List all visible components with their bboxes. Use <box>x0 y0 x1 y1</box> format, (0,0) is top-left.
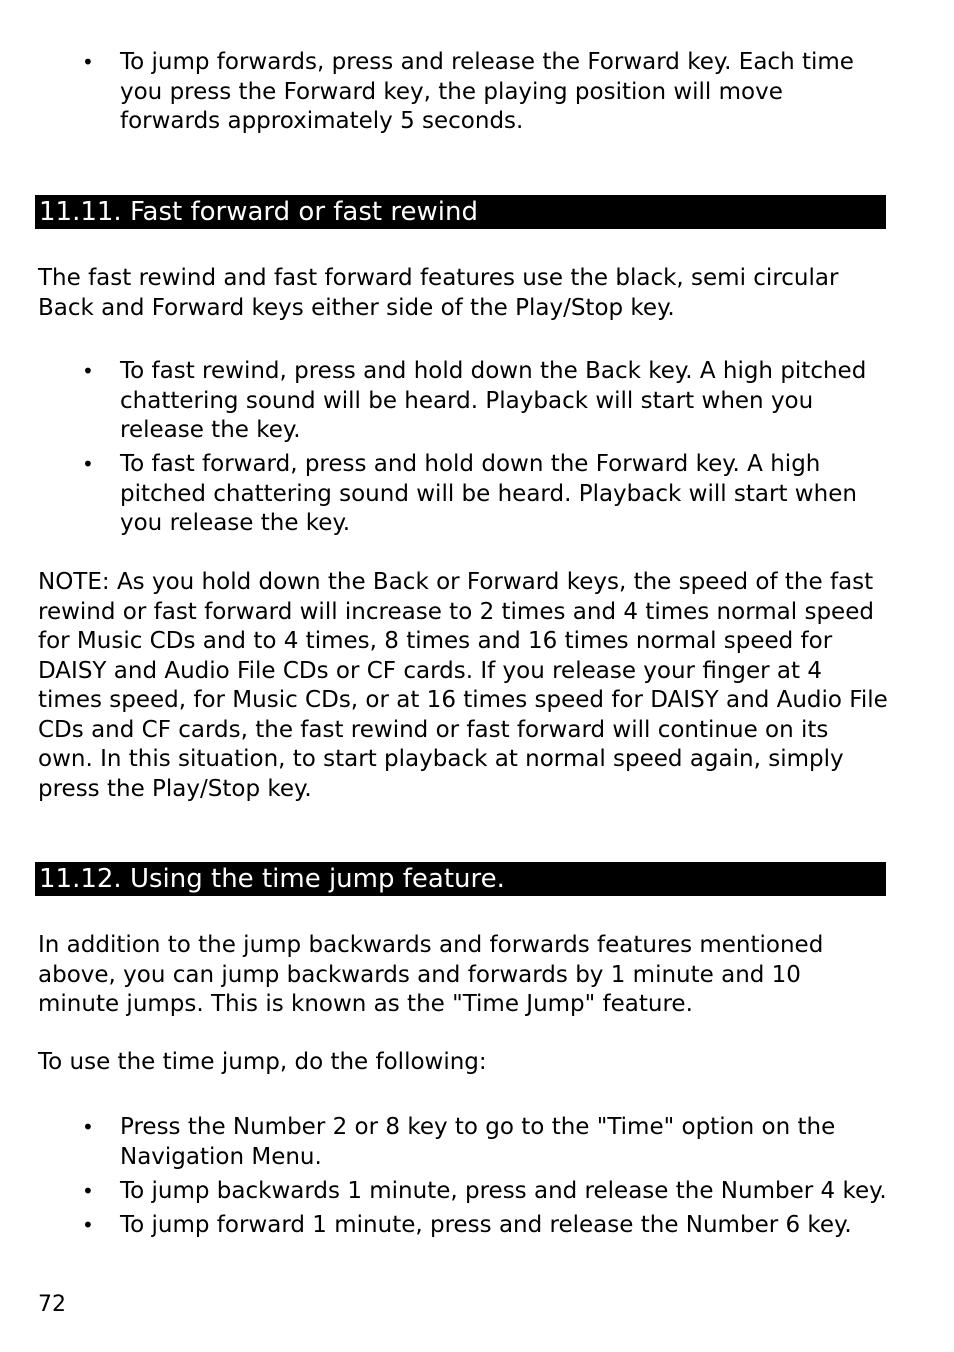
intro-bullet-list <box>38 48 888 141</box>
list-item <box>38 357 888 446</box>
bullet-glyph: • <box>82 1212 94 1237</box>
bullet-text: Press the Number 2 or 8 key to go to the "Time" option on the Navigation Menu. <box>120 1114 836 1170</box>
section-heading-11-11: 11.11. Fast forward or fast rewind <box>35 195 886 229</box>
fast-wind-bullet-list <box>38 357 888 543</box>
section-11-12-intro: In addition to the jump backwards and forwards features mentioned above, you can jump backwards and forwards by 1 minute and 10 minute jumps. This is known as the "Time Jump" feature. <box>38 932 824 1017</box>
bullet-glyph: • <box>82 50 94 74</box>
bullet-text: To fast forward, press and hold down the Forward key. A high pitched chattering sound will be heard. Playback will start when you release the key. <box>120 451 857 536</box>
section-heading-11-12: 11.12. Using the time jump feature. <box>35 862 886 896</box>
section-11-11-intro: The fast rewind and fast forward features use the black, semi circular Back and Forward keys either side of the Play/Stop key. <box>38 265 839 321</box>
list-item <box>38 48 888 137</box>
bullet-text: To jump forwards, press and release the Forward key. Each time you press the Forward key, the playing position will move forwards approximately 5 seconds. <box>120 49 854 134</box>
page-number: 72 <box>38 1292 66 1317</box>
bullet-glyph: • <box>82 1115 94 1139</box>
list-item <box>38 1113 888 1172</box>
bullet-glyph: • <box>82 359 94 383</box>
bullet-text: To jump backwards 1 minute, press and release the Number 4 key. <box>120 1177 887 1204</box>
bullet-glyph: • <box>82 452 94 476</box>
list-item <box>38 450 888 539</box>
bullet-text: To fast rewind, press and hold down the Back key. A high pitched chattering sound will be heard. Playback will start when you release the key. <box>120 358 867 443</box>
time-jump-bullet-list <box>38 1113 888 1245</box>
list-item <box>38 1177 888 1207</box>
bullet-text: To jump forward 1 minute, press and release the Number 6 key. <box>120 1211 852 1238</box>
bullet-glyph: • <box>82 1178 94 1203</box>
list-item <box>38 1211 888 1241</box>
section-11-11-note: NOTE: As you hold down the Back or Forward keys, the speed of the fast rewind or fast forward will increase to 2 times and 4 times normal speed for Music CDs and to 4 times, 8 times and 16 times normal speed for DAISY and Audio File CDs or CF cards. If you release your finger at 4 times speed, for Music CDs, or at 16 times speed for DAISY and Audio File CDs and CF cards, the fast rewind or fast forward will continue on its own. In this situation, to start playback at normal speed again, simply press the Play/Stop key. <box>38 569 888 802</box>
section-11-12-instruction: To use the time jump, do the following: <box>38 1049 487 1075</box>
